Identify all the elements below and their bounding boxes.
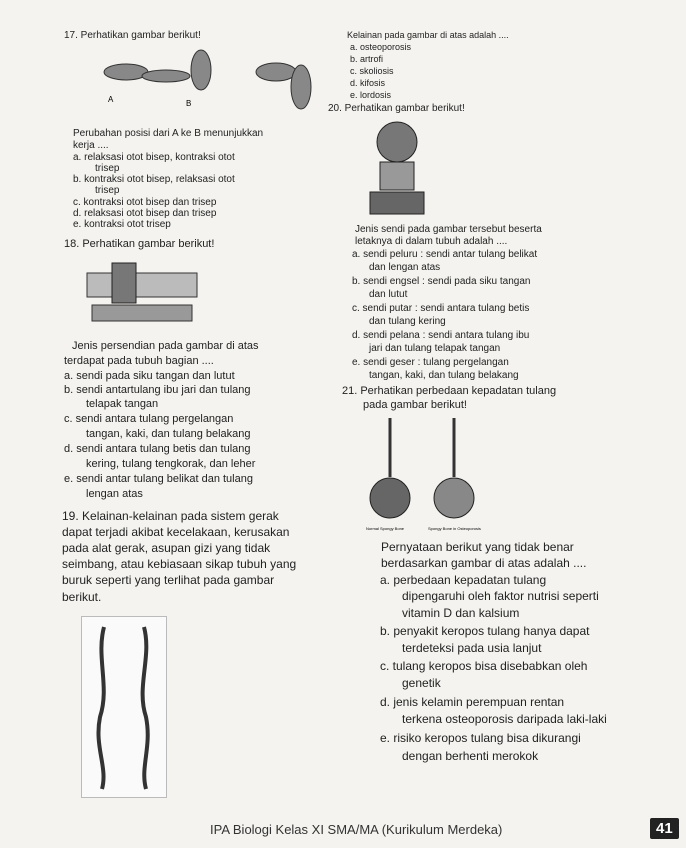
q21-option-b1: b. penyakit keropos tulang hanya dapat <box>380 624 590 638</box>
q17-option-a2: trisep <box>95 163 120 174</box>
arm-muscle-figure <box>96 42 316 112</box>
q18-option-e2: lengan atas <box>86 488 143 500</box>
q19-option-e: e. lordosis <box>350 90 392 100</box>
q19-line5: buruk seperti yang terlihat pada gambar <box>62 573 275 587</box>
q19-option-c: c. skoliosis <box>350 66 394 76</box>
q19-line6: berikut. <box>62 590 102 604</box>
q20-stem2: letaknya di dalam tubuh adalah .... <box>355 236 508 247</box>
q18-option-c1: c. sendi antara tulang pergelangan <box>64 413 234 425</box>
q20-option-d1: d. sendi pelana : sendi antara tulang ibu <box>352 330 530 341</box>
q21-option-c1: c. tulang keropos bisa disebabkan oleh <box>380 659 588 673</box>
q20-option-e2: tangan, kaki, dan tulang belakang <box>369 370 519 381</box>
q18-option-c2: tangan, kaki, dan tulang belakang <box>86 428 251 440</box>
q19-line3: pada alat gerak, asupan gizi yang tidak <box>62 541 271 555</box>
spine-disorder-figure <box>81 616 167 798</box>
q17-option-e: e. kontraksi otot trisep <box>73 219 171 230</box>
q17-option-b1: b. kontraksi otot bisep, relaksasi otot <box>73 174 235 185</box>
q17-stem1: Perubahan posisi dari A ke B menunjukkan <box>73 128 264 139</box>
q20-stem1: Jenis sendi pada gambar tersebut beserta <box>355 224 542 235</box>
q19-line1: 19. Kelainan-kelainan pada sistem gerak <box>62 509 279 523</box>
q19-question: Kelainan pada gambar di atas adalah .... <box>347 30 509 40</box>
q17-option-a1: a. relaksasi otot bisep, kontraksi otot <box>73 152 235 163</box>
q17-option-c: c. kontraksi otot bisep dan trisep <box>73 197 217 208</box>
q21-title1: 21. Perhatikan perbedaan kepadatan tulang <box>342 385 557 397</box>
q20-option-b2: dan lutut <box>369 289 408 300</box>
q20-option-a1: a. sendi peluru : sendi antar tulang belikat <box>352 249 538 260</box>
q21-title2: pada gambar berikut! <box>363 399 467 411</box>
q21-stem1: Pernyataan berikut yang tidak benar <box>381 540 574 554</box>
q19-option-b: b. artrofi <box>350 54 384 64</box>
q19-option-a: a. osteoporosis <box>350 42 412 52</box>
q17-title: 17. Perhatikan gambar berikut! <box>64 30 201 41</box>
q20-option-a2: dan lengan atas <box>369 262 441 273</box>
q20-title: 20. Perhatikan gambar berikut! <box>328 103 465 114</box>
q21-option-d2: terkena osteoporosis daripada laki-laki <box>402 712 607 726</box>
page-number: 41 <box>650 818 679 839</box>
q18-stem2: terdapat pada tubuh bagian .... <box>64 355 214 367</box>
q17-option-b2: trisep <box>95 185 120 196</box>
q20-option-e1: e. sendi geser : tulang pergelangan <box>352 357 509 368</box>
q20-option-d2: jari dan tulang telapak tangan <box>369 343 501 354</box>
bone-density-figure <box>362 413 486 533</box>
footer-text: IPA Biologi Kelas XI SMA/MA (Kurikulum Merdeka) <box>210 822 503 837</box>
q17-option-d: d. relaksasi otot bisep dan trisep <box>73 208 217 219</box>
label-a: A <box>108 95 114 104</box>
q20-option-c2: dan tulang kering <box>369 316 446 327</box>
q18-stem1: Jenis persendian pada gambar di atas <box>72 340 259 352</box>
q18-title: 18. Perhatikan gambar berikut! <box>64 238 215 250</box>
q21-option-c2: genetik <box>402 676 441 690</box>
label-b: B <box>186 99 192 108</box>
q21-option-a2: dipengaruhi oleh faktor nutrisi seperti <box>402 589 599 603</box>
q19-line2: dapat terjadi akibat kecelakaan, kerusakan <box>62 525 290 539</box>
q19-option-d: d. kifosis <box>350 78 386 88</box>
q21-stem2: berdasarkan gambar di atas adalah .... <box>381 556 587 570</box>
q20-option-b1: b. sendi engsel : sendi pada siku tangan <box>352 276 531 287</box>
q21-option-e2: dengan berhenti merokok <box>402 749 539 763</box>
q18-option-b1: b. sendi antartulang ibu jari dan tulang <box>64 384 251 396</box>
q21-option-d1: d. jenis kelamin perempuan rentan <box>380 695 565 709</box>
q17-stem2: kerja .... <box>73 140 109 151</box>
ball-joint-figure <box>352 114 442 220</box>
q18-option-e1: e. sendi antar tulang belikat dan tulang <box>64 473 253 485</box>
saddle-joint-figure <box>82 257 207 331</box>
q18-option-a: a. sendi pada siku tangan dan lutut <box>64 370 235 382</box>
q18-option-b2: telapak tangan <box>86 398 159 410</box>
q21-option-a1: a. perbedaan kepadatan tulang <box>380 573 547 587</box>
q20-option-c1: c. sendi putar : sendi antara tulang betis <box>352 303 530 314</box>
caption-osteoporosis: Spongy Bone in Osteoporosis <box>428 526 481 531</box>
q21-option-e1: e. risiko keropos tulang bisa dikurangi <box>380 731 581 745</box>
caption-normal: Normal Spongy Bone <box>366 526 405 531</box>
q18-option-d1: d. sendi antara tulang betis dan tulang <box>64 443 251 455</box>
q18-option-d2: kering, tulang tengkorak, dan leher <box>86 458 256 470</box>
q21-option-a3: vitamin D dan kalsium <box>402 606 520 620</box>
q21-option-b2: terdeteksi pada usia lanjut <box>402 641 542 655</box>
q19-line4: seimbang, atau kebiasaan sikap tubuh yang <box>62 557 297 571</box>
